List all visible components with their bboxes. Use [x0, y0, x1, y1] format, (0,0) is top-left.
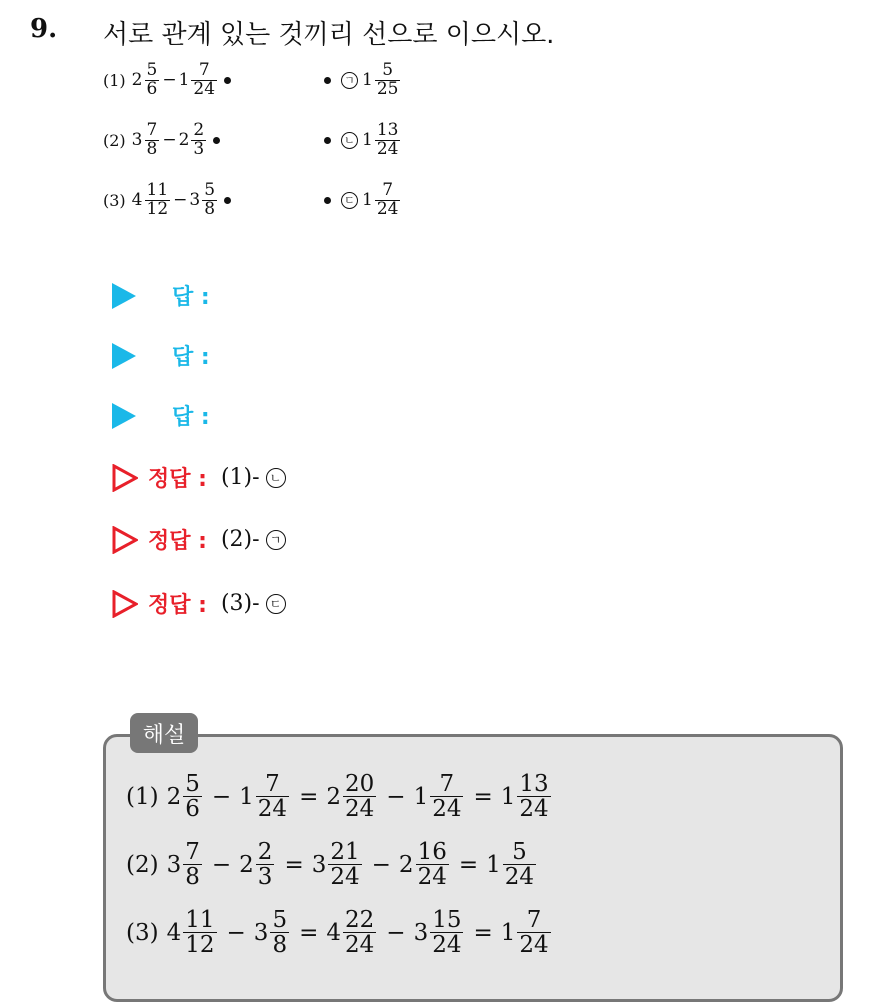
numerator: 5 — [512, 839, 527, 865]
denominator: 6 — [146, 78, 158, 99]
numerator: 11 — [185, 907, 215, 933]
denominator: 24 — [519, 932, 549, 959]
connect-dot[interactable] — [224, 77, 231, 84]
circled-mark: ㄴ — [266, 468, 286, 488]
whole-number: 3 — [413, 919, 429, 946]
fraction — [183, 772, 202, 821]
denominator: 8 — [272, 932, 288, 959]
whole-number: 4 — [326, 919, 341, 946]
denominator: 12 — [185, 932, 215, 959]
solution-line-3 — [126, 908, 553, 957]
minus-sign: − — [162, 70, 177, 91]
fraction — [183, 908, 216, 957]
numerator: 16 — [417, 839, 447, 865]
circled-mark: ㄷ — [341, 192, 358, 209]
denominator: 24 — [376, 138, 399, 159]
correct-item: (2)- — [220, 527, 260, 552]
equals-sign: = — [299, 783, 319, 810]
whole-number: 1 — [362, 130, 373, 151]
fraction — [416, 840, 449, 889]
play-triangle-icon — [112, 283, 136, 309]
solution-line-1 — [126, 772, 553, 821]
denominator: 12 — [146, 198, 169, 219]
circled-mark: ㄷ — [266, 594, 286, 614]
right-item-3 — [318, 182, 401, 219]
whole-number: 2 — [398, 851, 414, 878]
numerator: 5 — [382, 60, 394, 80]
minus-sign: − — [162, 130, 177, 151]
whole-number: 1 — [500, 783, 516, 810]
correct-item: (1)- — [220, 465, 260, 490]
equals-sign: = — [473, 783, 493, 810]
whole-number: 1 — [239, 783, 254, 810]
left-item-3 — [103, 182, 237, 219]
fraction — [191, 122, 206, 159]
denominator: 8 — [185, 864, 200, 891]
whole-number: 1 — [486, 851, 501, 878]
whole-number: 1 — [362, 70, 373, 91]
whole-number: 2 — [326, 783, 341, 810]
numerator: 7 — [265, 771, 280, 797]
fraction — [145, 62, 160, 99]
whole-number: 2 — [166, 783, 182, 810]
whole-number: 2 — [131, 70, 143, 91]
denominator: 6 — [185, 796, 200, 823]
minus-sign: − — [371, 851, 391, 878]
item-label: (1) — [103, 70, 126, 90]
answer-label: 답 : — [172, 285, 210, 310]
fraction — [145, 122, 160, 159]
numerator: 22 — [345, 907, 375, 933]
fraction — [343, 908, 376, 957]
fraction — [328, 840, 361, 889]
fraction — [202, 182, 217, 219]
whole-number: 1 — [500, 919, 516, 946]
whole-number: 4 — [131, 190, 143, 211]
numerator: 7 — [526, 907, 542, 933]
denominator: 24 — [417, 864, 447, 891]
whole-number: 4 — [166, 919, 182, 946]
correct-label: 정답 : — [148, 529, 207, 554]
numerator: 2 — [257, 839, 273, 865]
fraction — [517, 772, 550, 821]
minus-sign: − — [173, 190, 188, 211]
correct-value — [221, 527, 290, 552]
denominator: 24 — [432, 932, 462, 959]
denominator: 3 — [193, 138, 205, 159]
numerator: 7 — [439, 771, 455, 797]
connect-dot[interactable] — [224, 197, 231, 204]
numerator: 13 — [376, 120, 399, 140]
right-item-1 — [318, 62, 401, 99]
item-label: (2) — [103, 130, 126, 150]
numerator: 7 — [185, 839, 200, 865]
numerator: 20 — [345, 771, 375, 797]
connect-dot[interactable] — [324, 77, 331, 84]
fraction — [270, 908, 289, 957]
minus-sign: − — [211, 783, 232, 810]
whole-number: 3 — [253, 919, 269, 946]
numerator: 13 — [519, 771, 549, 797]
solution-tag: 해설 — [130, 713, 198, 753]
denominator: 24 — [432, 796, 462, 823]
answer-row-1[interactable] — [112, 280, 210, 311]
correct-row-3 — [112, 588, 290, 619]
denominator: 24 — [504, 864, 535, 891]
whole-number: 3 — [131, 130, 143, 151]
denominator: 24 — [519, 796, 549, 823]
answer-label: 답 : — [172, 405, 210, 430]
equals-sign: = — [473, 919, 493, 946]
question-text: 서로 관계 있는 것끼리 선으로 이으시오. — [103, 20, 555, 50]
numerator: 21 — [330, 839, 360, 865]
minus-sign: − — [226, 919, 246, 946]
numerator: 11 — [146, 180, 169, 200]
fraction — [145, 182, 171, 219]
denominator: 24 — [257, 796, 288, 823]
fraction — [430, 772, 463, 821]
fraction — [517, 908, 550, 957]
left-item-1 — [103, 62, 237, 99]
left-item-2 — [103, 122, 226, 159]
solution-line-2 — [126, 840, 538, 889]
item-label: (3) — [103, 190, 126, 210]
answer-row-2[interactable] — [112, 340, 210, 371]
equals-sign: = — [458, 851, 479, 878]
play-triangle-icon — [112, 403, 136, 429]
solution-label: (1) — [126, 783, 159, 810]
fraction — [191, 62, 217, 99]
outline-triangle-icon — [112, 464, 138, 492]
correct-value — [221, 591, 290, 616]
whole-number: 2 — [239, 851, 254, 878]
minus-sign: − — [211, 851, 232, 878]
denominator: 24 — [345, 796, 375, 823]
question-number: 9. — [30, 14, 58, 44]
whole-number: 1 — [413, 783, 429, 810]
solution-label: (3) — [126, 919, 159, 946]
numerator: 7 — [198, 60, 210, 80]
denominator: 8 — [146, 138, 158, 159]
correct-label: 정답 : — [148, 593, 207, 618]
whole-number: 1 — [178, 70, 190, 91]
fraction — [343, 772, 376, 821]
connect-dot[interactable] — [213, 137, 220, 144]
circled-mark: ㄱ — [341, 72, 358, 89]
fraction — [256, 772, 289, 821]
minus-sign: − — [386, 783, 406, 810]
fraction — [183, 840, 202, 889]
correct-row-2 — [112, 524, 290, 555]
right-item-2 — [318, 122, 401, 159]
denominator: 24 — [193, 78, 216, 99]
answer-row-3[interactable] — [112, 400, 210, 431]
numerator: 5 — [185, 771, 200, 797]
minus-sign: − — [386, 919, 406, 946]
denominator: 24 — [345, 932, 375, 959]
numerator: 7 — [382, 180, 394, 200]
fraction — [256, 840, 275, 889]
answer-label: 답 : — [172, 345, 210, 370]
correct-item: (3)- — [220, 591, 260, 616]
denominator: 3 — [257, 864, 273, 891]
correct-row-1 — [112, 462, 290, 493]
fraction — [375, 182, 401, 219]
numerator: 5 — [272, 907, 288, 933]
correct-label: 정답 : — [148, 467, 207, 492]
whole-number: 3 — [189, 190, 201, 211]
numerator: 5 — [146, 60, 158, 80]
equals-sign: = — [299, 919, 319, 946]
outline-triangle-icon — [112, 526, 138, 554]
numerator: 5 — [204, 180, 216, 200]
whole-number: 3 — [311, 851, 327, 878]
correct-value — [221, 465, 290, 490]
circled-mark: ㄱ — [266, 530, 286, 550]
fraction — [375, 122, 401, 159]
numerator: 7 — [146, 120, 158, 140]
whole-number: 1 — [362, 190, 373, 211]
denominator: 8 — [204, 198, 216, 219]
denominator: 24 — [376, 198, 399, 219]
connect-dot[interactable] — [324, 197, 331, 204]
equals-sign: = — [284, 851, 304, 878]
solution-label: (2) — [126, 851, 159, 878]
denominator: 24 — [330, 864, 360, 891]
fraction — [375, 62, 401, 99]
outline-triangle-icon — [112, 590, 138, 618]
fraction — [503, 840, 536, 889]
numerator: 2 — [193, 120, 205, 140]
play-triangle-icon — [112, 343, 136, 369]
circled-mark: ㄴ — [341, 132, 358, 149]
numerator: 15 — [432, 907, 462, 933]
denominator: 25 — [376, 78, 399, 99]
whole-number: 2 — [178, 130, 190, 151]
fraction — [430, 908, 463, 957]
whole-number: 3 — [166, 851, 182, 878]
connect-dot[interactable] — [324, 137, 331, 144]
